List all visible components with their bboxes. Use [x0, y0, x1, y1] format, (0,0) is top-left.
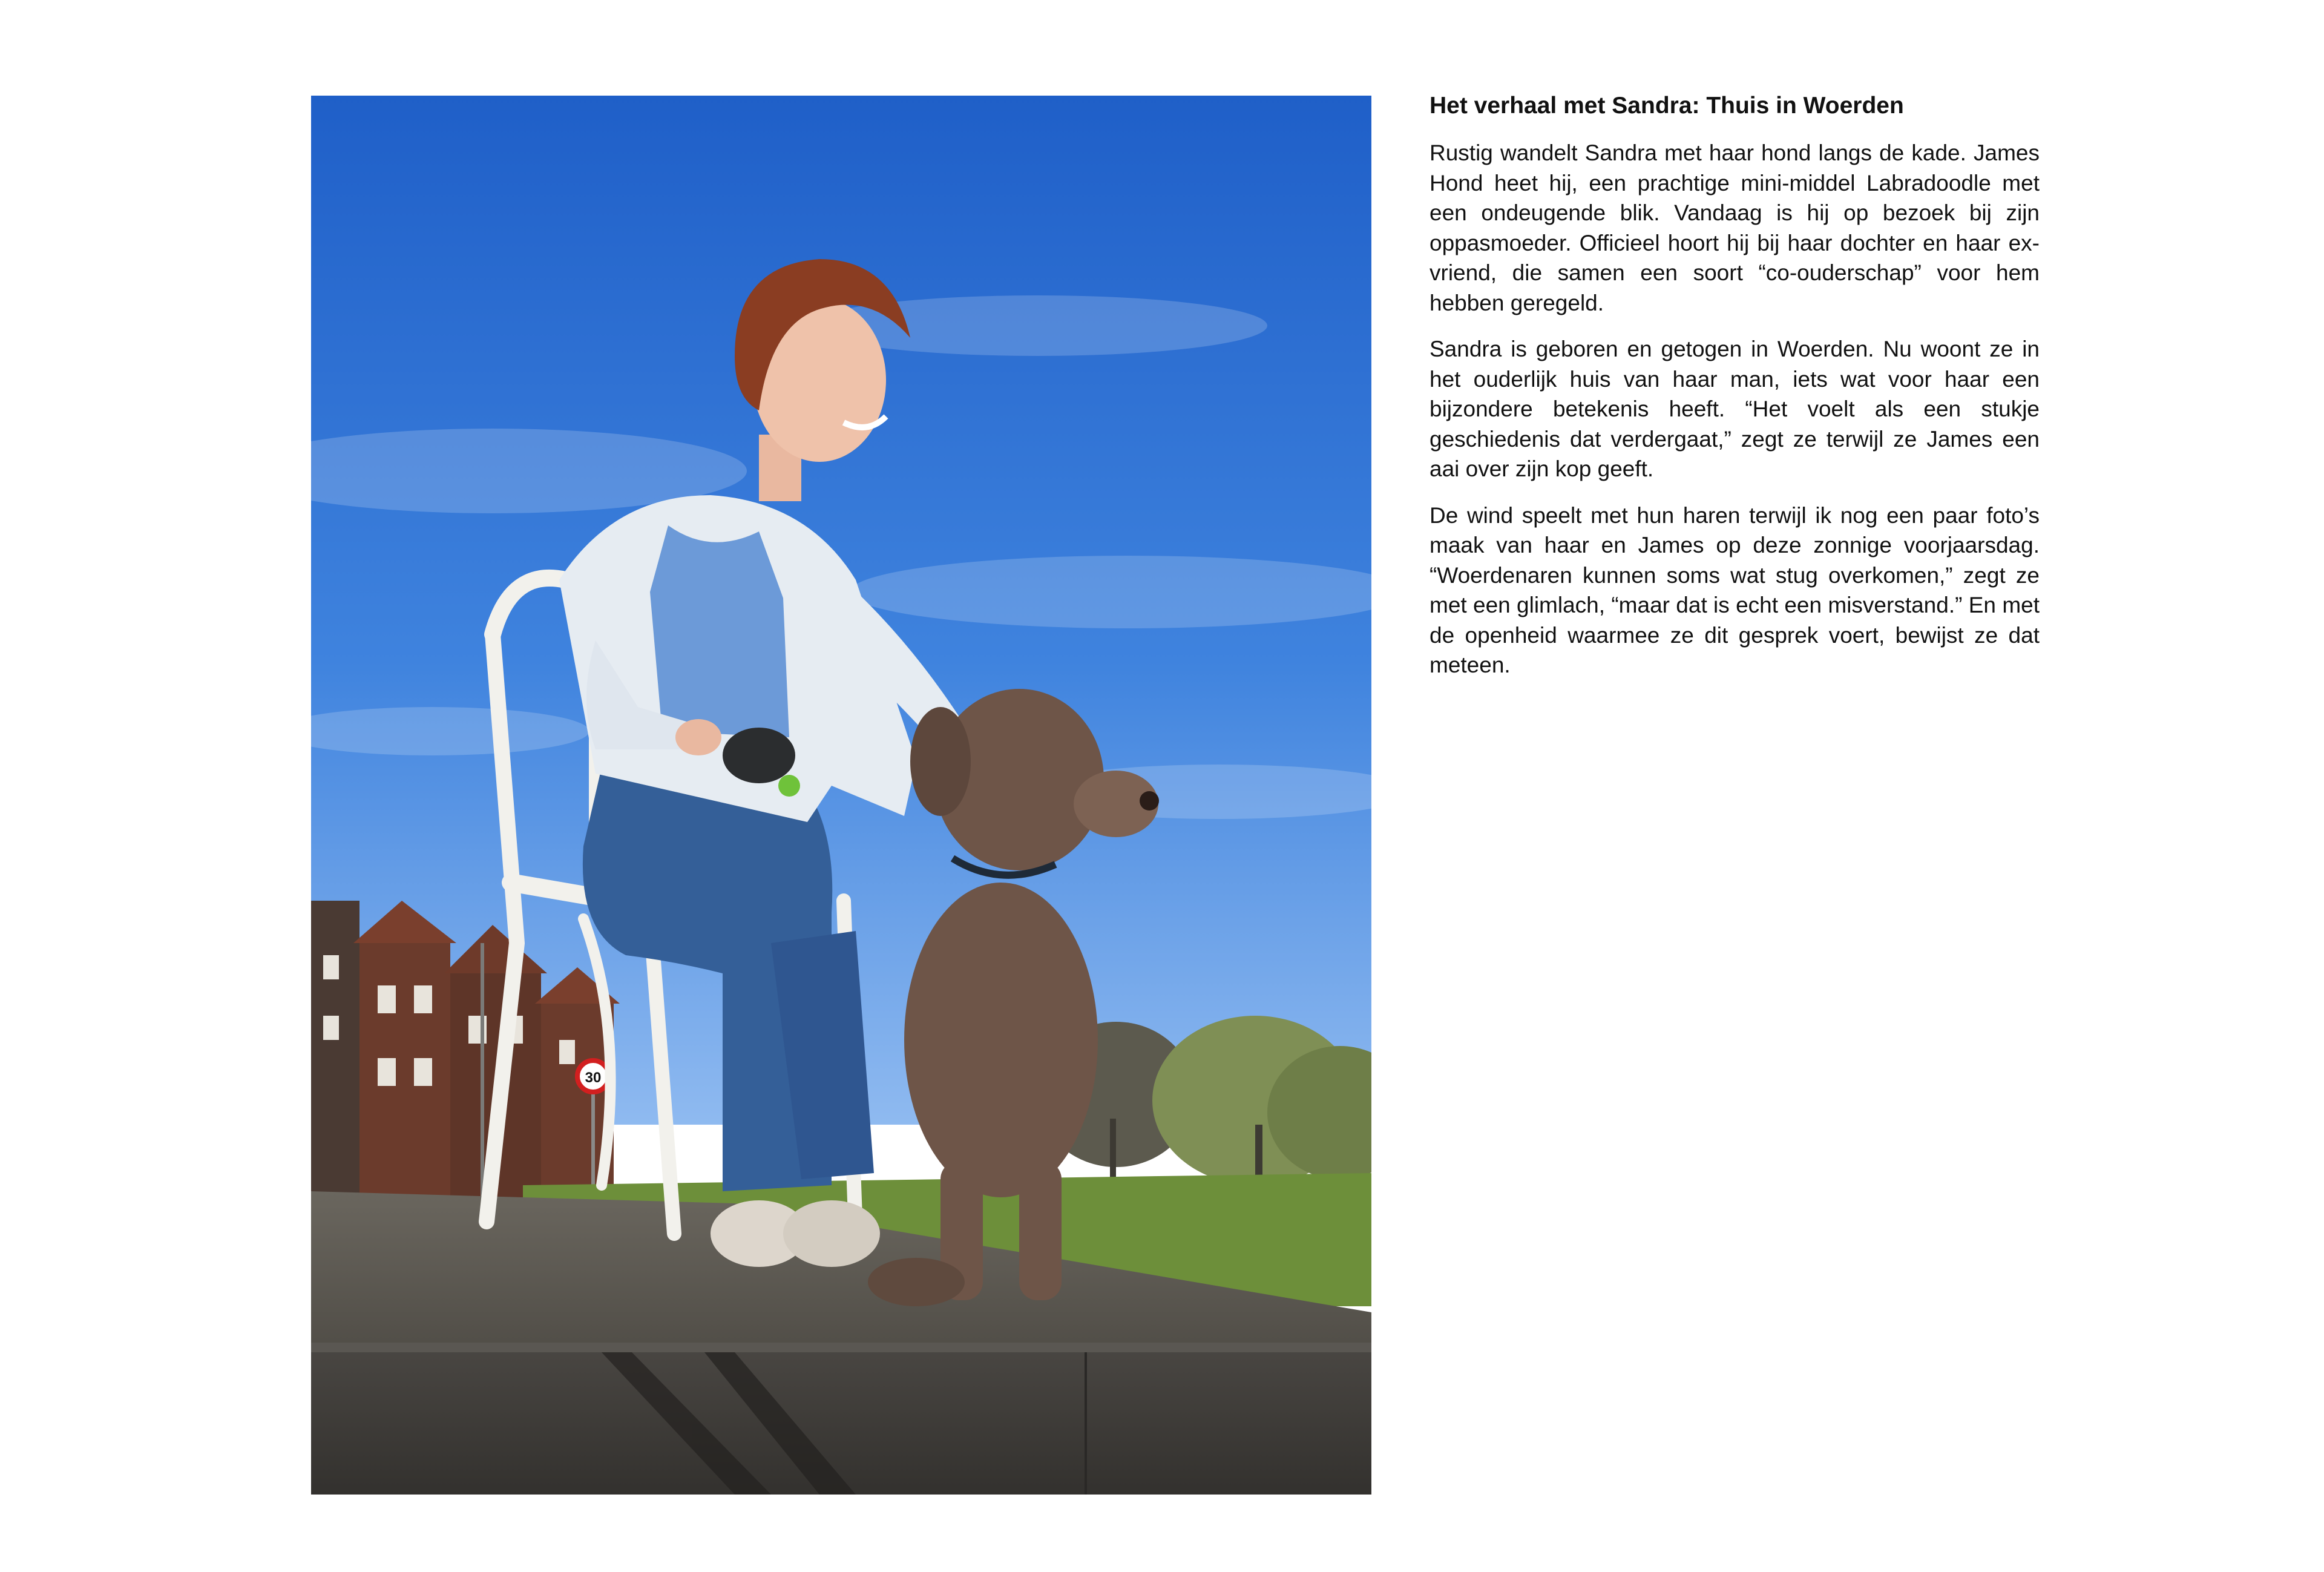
curb	[311, 1343, 1371, 1495]
speed-sign-text: 30	[585, 1070, 602, 1086]
portrait-photo	[311, 96, 1371, 1495]
article-paragraph: De wind speelt met hun haren terwijl ik nog een paar foto’s maak van haar en James op deze zonnige voorjaarsdag. “Woerdenaren kunnen soms wat stug overkomen,” zegt ze met een glimlach, “maar dat is echt een misverstand.” En met de openheid waarmee ze dit gesprek voert, bewijst ze dat meteen.	[1430, 502, 2040, 677]
article-title: Het verhaal met Sandra: Thuis in Woerden	[1430, 93, 1904, 119]
article	[1430, 91, 2040, 697]
article-paragraph: Sandra is geboren en getogen in Woerden. Nu woont ze in het ouderlijk huis van haar man, iets wat voor haar een bijzondere betekenis heeft. “Het voelt als een stukje geschiedenis dat verdergaat,” zegt ze terwijl ze James een aai over zijn kop geeft.	[1430, 337, 2040, 481]
photo-illustration	[311, 96, 1371, 1495]
article-paragraph: Rustig wandelt Sandra met haar hond langs de kade. James Hond heet hij, een prachtige mini-middel Labradoodle met een ondeugende blik. Vandaag is hij op bezoek bij zijn oppasmoeder. Officieel hoort hij bij haar dochter en haar ex-vriend, die samen een soort “co-ouderschap” voor hem hebben geregeld.	[1430, 140, 2040, 315]
